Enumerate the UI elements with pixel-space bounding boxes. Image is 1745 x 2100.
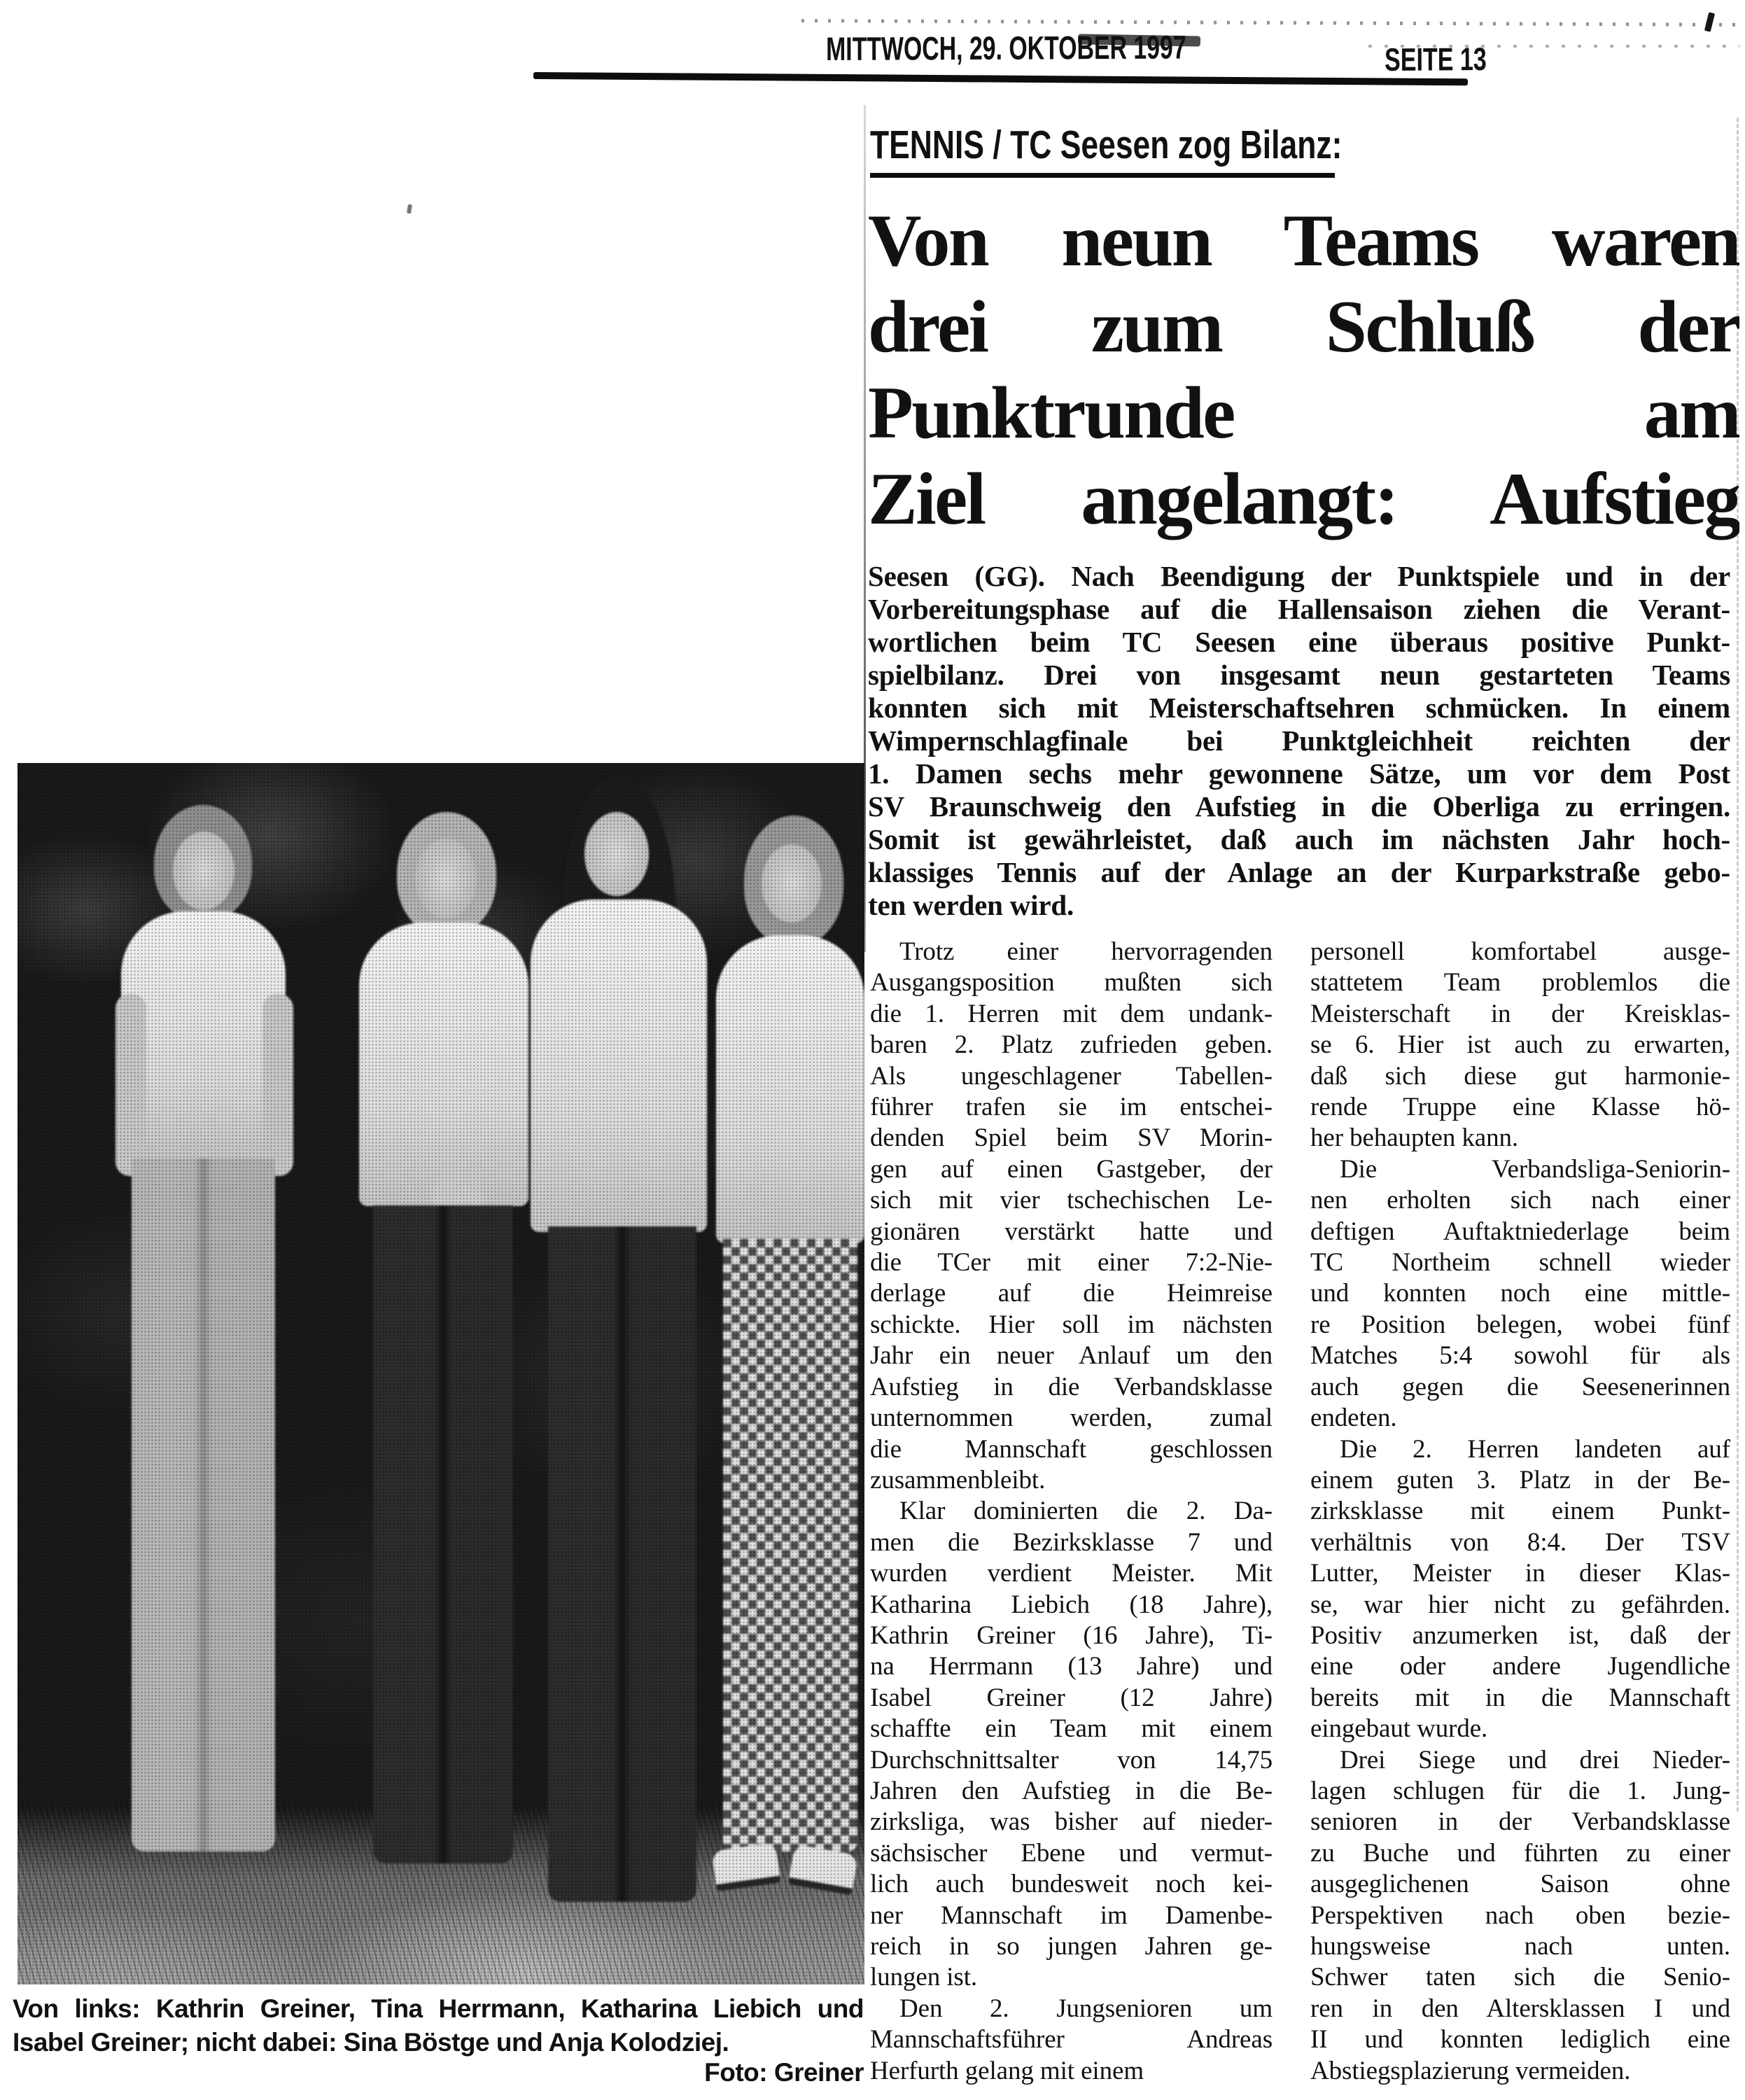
text-line: Von neun Teams waren xyxy=(868,200,1739,281)
text-line: senioren in der Verbandsklasse xyxy=(1310,1807,1730,1837)
text-line: wortlichen beim TC Seesen eine überaus positive Punkt- xyxy=(868,626,1730,658)
text-line: drei zum Schluß der xyxy=(868,286,1739,368)
text-line: Als ungeschlagener Tabellen- xyxy=(870,1061,1273,1091)
text-line: und konnten noch eine mittle- xyxy=(1310,1279,1730,1308)
text-line: gen auf einen Gastgeber, der xyxy=(870,1154,1273,1184)
text-line: auch gegen die Seesenerinnen xyxy=(1310,1372,1730,1401)
text-line: endeten. xyxy=(1310,1404,1397,1433)
text-line: Herfurth gelang mit einem xyxy=(870,2056,1144,2085)
scan-speck xyxy=(407,204,412,214)
text-line: men die Bezirksklasse 7 und xyxy=(870,1527,1273,1557)
text-line: ren in den Altersklassen I und xyxy=(1310,1994,1730,2023)
text-line: Schwer taten sich die Senio- xyxy=(1310,1963,1730,1992)
article-headline xyxy=(868,197,1739,542)
text-line: Lutter, Meister in dieser Klas- xyxy=(1310,1559,1730,1588)
text-line: eine oder andere Jugendliche xyxy=(1310,1652,1730,1681)
text-line: Durchschnittsalter von 14,75 xyxy=(870,1745,1273,1774)
text-line: re Position belegen, wobei fünf xyxy=(1310,1310,1730,1339)
photo-credit: Foto: Greiner xyxy=(704,2058,864,2087)
text-line: die Mannschaft geschlossen xyxy=(870,1434,1273,1464)
kicker-underline xyxy=(870,173,1335,178)
text-line: konnten sich mit Meisterschaftsehren schmücken. In einem xyxy=(868,692,1730,724)
text-line: rende Truppe eine Klasse hö- xyxy=(1310,1093,1730,1122)
text-line: lagen schlugen für die 1. Jung- xyxy=(1310,1776,1730,1805)
text-line: schickte. Hier soll im nächsten xyxy=(870,1310,1273,1339)
paragraph xyxy=(1310,1745,1730,2087)
article-lead xyxy=(868,560,1730,922)
paragraph xyxy=(13,1992,864,2059)
text-line: einem guten 3. Platz in der Be- xyxy=(1310,1465,1730,1494)
masthead-rule xyxy=(533,72,1468,85)
text-line: reich in so jungen Jahren ge- xyxy=(870,1932,1273,1961)
text-line: gionären verstärkt hatte und xyxy=(870,1217,1273,1246)
text-line: Somit ist gewährleistet, daß auch im nächsten Jahr hoch- xyxy=(868,823,1730,855)
paragraph xyxy=(868,560,1730,922)
text-line: Ausgangsposition mußten sich xyxy=(870,968,1273,997)
body-column-left xyxy=(870,937,1273,2087)
text-line: II und konnten lediglich eine xyxy=(1310,2025,1730,2054)
scan-noise-strip xyxy=(801,19,1743,27)
paragraph xyxy=(870,1496,1273,1994)
text-line: SV Braunschweig den Aufstieg in die Oberliga zu erringen. xyxy=(868,790,1730,822)
paragraph xyxy=(1310,937,1730,1154)
text-line: sächsischer Ebene und vermut- xyxy=(870,1838,1273,1868)
text-line: Den 2. Jungsenioren um xyxy=(899,1994,1273,2023)
text-line: Meisterschaft in der Kreisklas- xyxy=(1310,999,1730,1028)
masthead-page-number: SEITE 13 xyxy=(1385,40,1487,78)
text-line: bereits mit in die Mannschaft xyxy=(1310,1683,1730,1712)
text-line: Isabel Greiner; nicht dabei: Sina Böstge und Anja Kolodziej. xyxy=(13,2028,729,2057)
text-line: Jahren den Aufstieg in die Be- xyxy=(870,1776,1273,1805)
body-column-right xyxy=(1310,937,1730,2087)
text-line: zirksklasse mit einem Punkt- xyxy=(1310,1497,1730,1526)
text-line: Die 2. Herren landeten auf xyxy=(1340,1434,1730,1464)
text-line: Jahr ein neuer Anlauf um den xyxy=(870,1341,1273,1371)
text-line: Perspektiven nach oben bezie- xyxy=(1310,1900,1730,1930)
text-line: Von links: Kathrin Greiner, Tina Herrmann, Katharina Liebich und xyxy=(13,1994,864,2023)
text-line: Wimpernschlagfinale bei Punktgleichheit reichten der xyxy=(868,724,1730,757)
text-line: Katharina Liebich (18 Jahre), xyxy=(870,1590,1273,1619)
text-line: lich auch bundesweit noch kei- xyxy=(870,1870,1273,1899)
text-line: derlage auf die Heimreise xyxy=(870,1279,1273,1308)
text-line: Positiv anzumerken ist, daß der xyxy=(1310,1620,1730,1650)
text-line: Kathrin Greiner (16 Jahre), Ti- xyxy=(870,1620,1273,1650)
text-line: die 1. Herren mit dem undank- xyxy=(870,999,1273,1028)
article-photo xyxy=(17,763,864,1984)
text-line: personell komfortabel ausge- xyxy=(1310,937,1730,966)
text-line: Trotz einer hervorragenden xyxy=(899,937,1273,966)
text-line: stattetem Team problemlos die xyxy=(1310,968,1730,997)
text-line: unternommen werden, zumal xyxy=(870,1404,1273,1433)
text-line: Isabel Greiner (12 Jahre) xyxy=(870,1683,1273,1712)
text-line: sich mit vier tschechischen Le- xyxy=(870,1186,1273,1215)
text-line: daß sich diese gut harmonie- xyxy=(1310,1061,1730,1091)
text-line: ausgeglichenen Saison ohne xyxy=(1310,1870,1730,1899)
text-line: wurden verdient Meister. Mit xyxy=(870,1559,1273,1588)
text-line: baren 2. Platz zufrieden geben. xyxy=(870,1030,1273,1060)
text-line: Vorbereitungsphase auf die Hallensaison ziehen die Verant- xyxy=(868,593,1730,625)
text-line: Drei Siege und drei Nieder- xyxy=(1340,1745,1730,1774)
text-line: 1. Damen sechs mehr gewonnene Sätze, um vor dem Post xyxy=(868,757,1730,790)
article-kicker: TENNIS / TC Seesen zog Bilanz: xyxy=(870,122,1343,167)
text-line: Aufstieg in die Verbandsklasse xyxy=(870,1372,1273,1401)
text-line: ner Mannschaft im Damenbe- xyxy=(870,1900,1273,1930)
paragraph xyxy=(1310,1434,1730,1745)
text-line: denden Spiel beim SV Morin- xyxy=(870,1124,1273,1153)
text-line: eingebaut wurde. xyxy=(1310,1714,1488,1744)
text-line: Punktrunde am xyxy=(868,372,1739,454)
masthead-date: MITTWOCH, 29. OKTOBER 1997 xyxy=(826,28,1186,67)
text-line: führer trafen sie im entschei- xyxy=(870,1093,1273,1122)
text-line: Abstiegsplazierung vermeiden. xyxy=(1310,2056,1631,2085)
text-line: na Herrmann (13 Jahre) und xyxy=(870,1652,1273,1681)
text-line: her behaupten kann. xyxy=(1310,1124,1519,1153)
photo-caption xyxy=(13,1992,864,2059)
text-line: ten werden wird. xyxy=(868,889,1074,921)
paragraph xyxy=(870,937,1273,1496)
text-line: TC Northeim schnell wieder xyxy=(1310,1248,1730,1278)
text-line: Seesen (GG). Nach Beendigung der Punktspiele und in der xyxy=(868,560,1730,592)
text-line: hungsweise nach unten. xyxy=(1310,1932,1730,1961)
text-line: zusammenbleibt. xyxy=(870,1465,1046,1494)
text-line: zirksliga, was bisher auf nieder- xyxy=(870,1807,1273,1837)
text-line: Matches 5:4 sowohl für als xyxy=(1310,1341,1730,1371)
paragraph xyxy=(870,1994,1273,2087)
text-line: se 6. Hier ist auch zu erwarten, xyxy=(1310,1030,1730,1060)
paragraph xyxy=(1310,1154,1730,1434)
text-line: Klar dominierten die 2. Da- xyxy=(899,1497,1273,1526)
text-line: zu Buche und führten zu einer xyxy=(1310,1838,1730,1868)
scan-mark xyxy=(1704,12,1715,31)
halftone-texture xyxy=(17,763,864,1984)
text-line: Die Verbandsliga-Seniorin- xyxy=(1340,1154,1730,1184)
text-line: Mannschaftsführer Andreas xyxy=(870,2025,1273,2054)
text-line: se, war hier nicht zu gefährden. xyxy=(1310,1590,1730,1619)
text-line: spielbilanz. Drei von insgesamt neun gestarteten Teams xyxy=(868,659,1730,691)
text-line: Ziel angelangt: Aufstieg xyxy=(868,458,1739,540)
text-line: lungen ist. xyxy=(870,1963,978,1992)
text-line: klassiges Tennis auf der Anlage an der Kurparkstraße gebo- xyxy=(868,856,1730,888)
text-line: deftigen Auftaktniederlage beim xyxy=(1310,1217,1730,1246)
text-line: die TCer mit einer 7:2-Nie- xyxy=(870,1248,1273,1278)
text-line: schaffte ein Team mit einem xyxy=(870,1714,1273,1744)
text-line: verhältnis von 8:4. Der TSV xyxy=(1310,1527,1730,1557)
text-line: nen erholten sich nach einer xyxy=(1310,1186,1730,1215)
